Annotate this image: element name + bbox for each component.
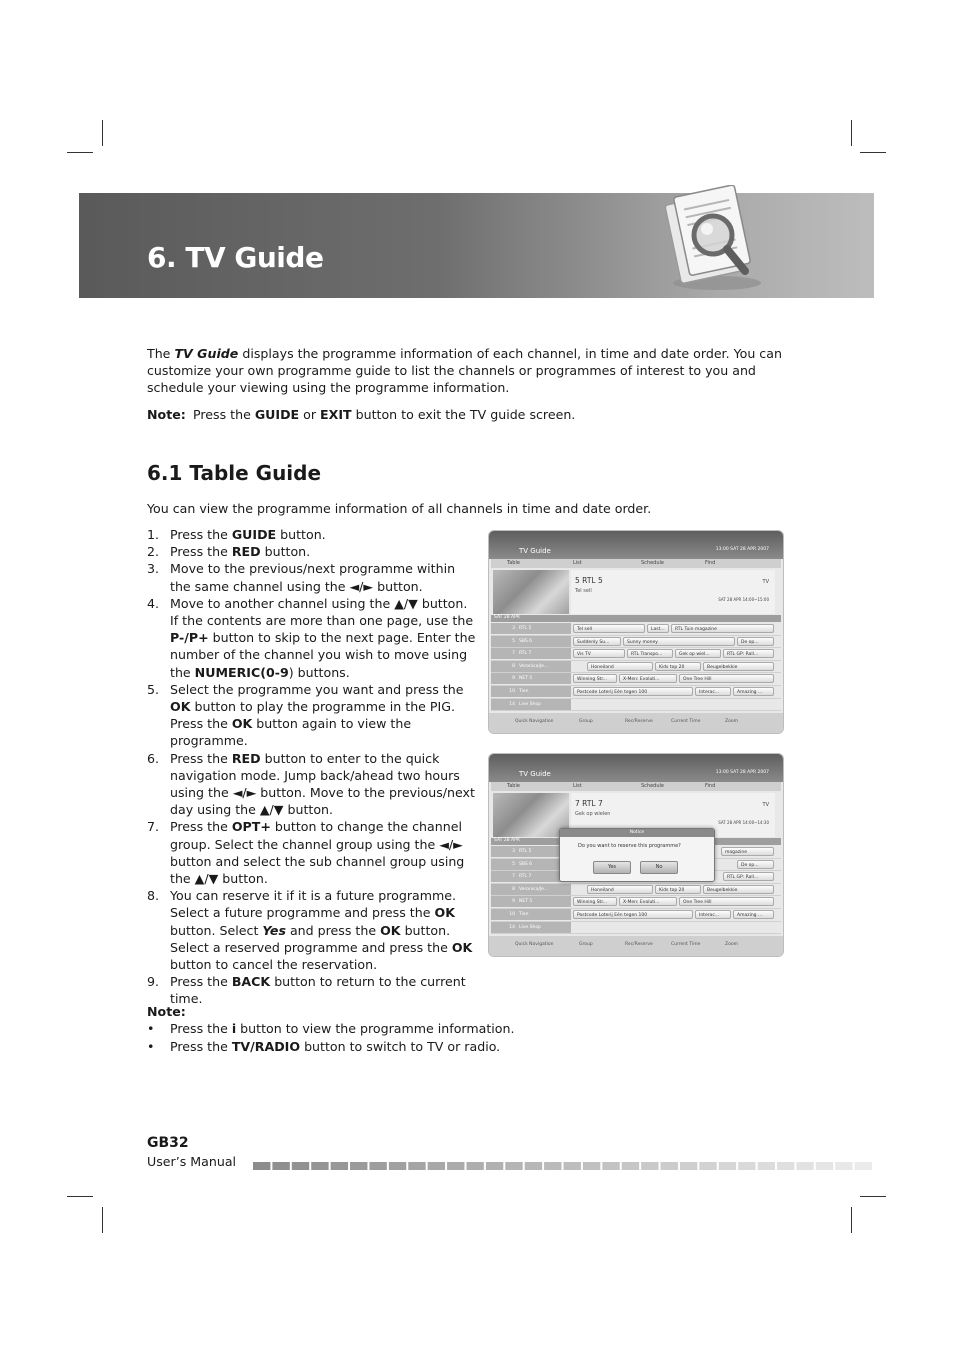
channel-title: Live Shop <box>519 701 541 707</box>
crop-mark <box>860 152 886 153</box>
step-text: and press the <box>285 922 381 938</box>
programme-cell: RTL Tuin magazine <box>671 624 774 633</box>
programme-cell: RTL Transpo... <box>627 649 673 658</box>
bar-segment <box>602 1162 619 1170</box>
key-label: RED <box>231 750 261 766</box>
crop-mark <box>67 152 93 153</box>
step-text: button to skip to the next page. Enter the number of the channel you wish to move using the <box>170 630 476 680</box>
step-text: Select the programme you want and press the <box>170 681 464 697</box>
bar-segment <box>486 1162 503 1170</box>
channel-title: Live Shop <box>519 924 541 930</box>
dialog-title: Notice <box>560 829 714 837</box>
channel-label <box>491 623 571 634</box>
channel-name: 5 RTL 5 <box>575 576 603 585</box>
bar-segment <box>253 1162 270 1170</box>
tv-badge: TV <box>762 802 769 808</box>
tv-guide-reserve-screenshot <box>488 753 784 957</box>
screen-tabs <box>491 782 781 791</box>
screen-clock: 13:00 SAT 28 APR 2007 <box>715 770 769 775</box>
screen-tab: Table <box>507 560 520 566</box>
programme-cell: Winning Str... <box>573 897 617 906</box>
note-title: Note: <box>147 1004 186 1019</box>
programme-cell: Amazing ... <box>733 687 774 696</box>
step-text: You can reserve it if it is a future programme. Select a future programme and press the <box>170 888 457 921</box>
channel-title: Veronica/Je... <box>519 886 549 892</box>
screen-tab: List <box>573 560 582 566</box>
note-item <box>147 1020 567 1038</box>
dialog-no-button: No <box>640 861 678 874</box>
bar-segment <box>544 1162 561 1170</box>
screen-header <box>489 754 783 782</box>
bar-segment <box>311 1162 328 1170</box>
bar-segment <box>447 1162 464 1170</box>
channel-label <box>491 884 571 895</box>
programme-cell: Interac... <box>695 687 731 696</box>
step-text: Move to another channel using the ▲/▼ button. If the contents are more than one page, use the <box>170 595 474 629</box>
help-item: Group <box>579 942 593 947</box>
programme-name: Tel sell <box>575 588 592 594</box>
channel-title: Tien <box>519 911 529 917</box>
channel-number: 5 <box>512 638 515 644</box>
crop-mark <box>851 1207 852 1233</box>
step-item <box>147 887 477 973</box>
bar-segment <box>738 1162 755 1170</box>
key-label: OK <box>231 716 253 732</box>
channel-row <box>491 699 781 712</box>
key-label: TV/RADIO <box>231 1039 301 1054</box>
channel-number: 9 <box>512 899 515 905</box>
step-text: button to return to the current time. <box>170 974 466 1007</box>
channel-number: 14 <box>509 701 515 707</box>
help-item: Group <box>579 719 593 724</box>
channel-title: RTL 7 <box>519 651 532 657</box>
note-item <box>147 1038 567 1056</box>
step-number: 6. <box>147 750 160 766</box>
channel-number: 9 <box>512 676 515 682</box>
step-number: 8. <box>147 888 160 904</box>
programme-cell: Vis TV <box>573 649 625 658</box>
channel-row <box>491 909 781 922</box>
channel-row <box>491 623 781 636</box>
channel-row <box>491 673 781 686</box>
key-label: P-/P+ <box>170 630 209 646</box>
step-item <box>147 526 477 543</box>
programme-name: Gek op wielen <box>575 811 611 817</box>
channel-label <box>491 648 571 659</box>
programme-cell: Gek op wiel... <box>675 649 721 658</box>
help-item: Rec/Reserve <box>625 719 653 724</box>
channel-row <box>491 648 781 661</box>
channel-row <box>491 636 781 649</box>
channel-title: NET 5 <box>519 676 533 682</box>
step-text: Press the <box>170 750 232 766</box>
channel-row <box>491 661 781 674</box>
bar-segment <box>816 1162 833 1170</box>
programme-cells <box>573 687 779 696</box>
programme-cells <box>573 910 779 919</box>
channel-number: 7 <box>512 874 515 880</box>
channel-label <box>491 673 571 684</box>
bar-segment <box>505 1162 522 1170</box>
help-item: Current Time <box>671 942 701 947</box>
programme-cell: Tel sell <box>573 624 645 633</box>
channel-label <box>491 896 571 907</box>
reserve-dialog <box>559 828 715 882</box>
programme-cell: Suddenly Su... <box>573 637 621 646</box>
bar-segment <box>661 1162 678 1170</box>
programme-cell: Beugelbekkie <box>703 662 774 671</box>
step-number: 7. <box>147 819 160 835</box>
channel-label <box>491 699 571 710</box>
key-label: OK <box>170 699 191 715</box>
manual-label: User’s Manual <box>147 1154 237 1169</box>
programme-cell: Last... <box>647 624 669 633</box>
exit-key: EXIT <box>320 407 352 422</box>
chapter-banner <box>79 193 874 298</box>
bar-segment <box>369 1162 386 1170</box>
programme-cell: Kids top 20 <box>655 662 701 671</box>
bar-segment <box>719 1162 736 1170</box>
section-lead: You can view the programme information of all channels in time and date order. <box>147 501 652 516</box>
step-text: ) buttons. <box>288 664 350 680</box>
time-bar <box>491 615 781 622</box>
channel-title: Veronica/Je... <box>519 663 549 669</box>
step-text: button. Select <box>170 922 263 938</box>
help-item: Quick Navigation <box>515 942 554 947</box>
programme-cell: One Tree Hill <box>679 897 774 906</box>
programme-cell: Honeiland <box>587 662 653 671</box>
crop-mark <box>67 1196 93 1197</box>
bar-segment <box>428 1162 445 1170</box>
step-item <box>147 750 477 819</box>
step-text: button to play the programme in the PIG. Press the <box>170 699 455 732</box>
help-item: Rec/Reserve <box>625 942 653 947</box>
step-text: button. <box>276 527 326 542</box>
programme-cell: Kids top 20 <box>655 885 701 894</box>
intro-text: The <box>147 346 175 361</box>
programme-cell: Postcode Loterij Eén tegen 100 <box>573 910 693 919</box>
note-text: button to exit the TV guide screen. <box>351 407 576 422</box>
programme-cells <box>573 674 779 683</box>
step-number: 4. <box>147 595 160 611</box>
step-number: 5. <box>147 681 160 697</box>
day-label: SAT 28 APR <box>494 838 520 843</box>
screen-tab: Schedule <box>641 783 664 789</box>
key-label: OK <box>380 922 401 938</box>
key-label: BACK <box>231 974 271 990</box>
programme-cell: Amazing ... <box>733 910 774 919</box>
bar-segment <box>622 1162 639 1170</box>
notes-list <box>147 1020 567 1056</box>
programme-date: SAT 28 APR 14:00~15:00 <box>718 597 769 602</box>
intro-term: TV Guide <box>174 346 239 361</box>
screen-tab: Find <box>705 560 716 566</box>
chapter-title: 6. TV Guide <box>147 241 324 274</box>
step-text: button. Select a reserved programme and press the <box>170 922 452 955</box>
exit-note <box>147 406 787 423</box>
step-text: button to change the channel group. Select the channel group using the ◄/► button and select the sub channel group using the ▲/▼ button. <box>170 819 465 887</box>
channel-number: 8 <box>512 886 515 892</box>
programme-cells <box>573 637 779 646</box>
magnifier-document-icon <box>649 185 769 297</box>
bar-segment <box>408 1162 425 1170</box>
channel-number: 7 <box>512 651 515 657</box>
channel-title: RTL 5 <box>519 849 532 854</box>
programme-cells <box>573 624 779 633</box>
programme-cells <box>573 649 779 658</box>
bar-segment <box>350 1162 367 1170</box>
programme-cell: Beugelbekkie <box>703 885 774 894</box>
step-item <box>147 560 477 594</box>
bar-segment <box>855 1162 872 1170</box>
programme-cell: Honeiland <box>587 885 653 894</box>
note-text: Press the <box>193 407 255 422</box>
bar-segment <box>583 1162 600 1170</box>
screen-clock: 13:00 SAT 28 APR 2007 <box>715 547 769 552</box>
section-title: 6.1 Table Guide <box>147 461 322 485</box>
bar-segment <box>796 1162 813 1170</box>
programme-cells <box>573 700 779 709</box>
channel-title: Tien <box>519 688 529 694</box>
programme-cell: RTL GP: Rall... <box>723 649 774 658</box>
channel-label <box>491 922 571 933</box>
note-label: Note: <box>147 407 186 422</box>
step-text: Press the <box>170 1039 232 1054</box>
intro-paragraph <box>147 345 787 397</box>
step-item <box>147 681 477 750</box>
programme-cells <box>573 923 779 932</box>
channel-row <box>491 922 781 935</box>
option-text: Yes <box>262 922 286 938</box>
programme-cell: Winning Str... <box>573 674 617 683</box>
bar-segment <box>758 1162 775 1170</box>
pig-preview <box>493 793 569 837</box>
programme-cell: One Tree Hill <box>679 674 774 683</box>
channel-title: SBS 6 <box>519 638 533 644</box>
channel-number: 5 <box>512 861 515 867</box>
channel-label <box>491 636 571 647</box>
step-number: 2. <box>147 544 160 560</box>
screen-tab: Schedule <box>641 560 664 566</box>
step-text: Press the <box>170 544 232 560</box>
help-item: Quick Navigation <box>515 719 554 724</box>
day-label: SAT 28 APR <box>494 615 520 620</box>
step-text: button again to view the programme. <box>170 716 412 749</box>
programme-cell: Postcode Loterij Eén tegen 100 <box>573 687 693 696</box>
bar-segment <box>331 1162 348 1170</box>
step-text: button. <box>260 544 311 560</box>
channel-number: 3 <box>512 626 515 631</box>
bullet: • <box>147 1021 155 1036</box>
key-label: i <box>231 1021 237 1036</box>
programme-date: SAT 28 APR 14:00~14:30 <box>718 820 769 825</box>
step-text: button to switch to TV or radio. <box>300 1039 501 1054</box>
step-text: Press the <box>170 974 232 990</box>
screen-tab: Find <box>705 783 716 789</box>
crop-mark <box>102 1207 103 1233</box>
programme-cell: RTL GP: Rall... <box>723 872 774 881</box>
screen-help-bar <box>489 936 783 956</box>
channel-number: 8 <box>512 663 515 669</box>
crop-mark <box>102 120 103 146</box>
channel-row <box>491 686 781 699</box>
key-label: NUMERIC(0-9 <box>194 664 289 680</box>
dialog-message: Do you want to reserve this programme? <box>578 843 681 849</box>
programme-cell: De op... <box>737 637 774 646</box>
bar-segment <box>466 1162 483 1170</box>
pig-preview <box>493 570 569 614</box>
screen-title: TV Guide <box>519 770 551 778</box>
channel-row <box>491 884 781 897</box>
key-label: RED <box>231 544 261 560</box>
programme-cell: magazine <box>721 847 774 856</box>
programme-cell: Interac... <box>695 910 731 919</box>
bar-segment <box>389 1162 406 1170</box>
bar-segment <box>777 1162 794 1170</box>
channel-title: RTL 7 <box>519 874 532 880</box>
screen-help-bar <box>489 713 783 733</box>
step-text: Press the <box>170 527 232 542</box>
bar-segment <box>292 1162 309 1170</box>
channel-title: RTL 5 <box>519 626 532 631</box>
bar-segment <box>835 1162 852 1170</box>
bar-segment <box>680 1162 697 1170</box>
intro-text: displays the programme information of each channel, in time and date order. You can customize your own programme guide to list the channels or programmes of interest to you and schedule your viewing using the programme information. <box>147 346 782 396</box>
help-item: Zoom <box>725 942 738 947</box>
channel-row <box>491 896 781 909</box>
channel-label <box>491 909 571 920</box>
channel-number: 3 <box>512 849 515 854</box>
bar-segment <box>641 1162 658 1170</box>
screen-tab: Table <box>507 783 520 789</box>
step-number: 1. <box>147 527 160 542</box>
programme-cell: X-Men: Evoluti... <box>619 897 677 906</box>
channel-number: 10 <box>509 688 515 694</box>
step-item <box>147 818 477 887</box>
programme-cells <box>573 885 779 894</box>
channel-title: SBS 6 <box>519 861 533 867</box>
channel-number: 14 <box>509 924 515 930</box>
footer-gradient-bar <box>253 1162 874 1170</box>
programme-cells <box>573 662 779 671</box>
bar-segment <box>525 1162 542 1170</box>
channel-rows <box>491 623 781 711</box>
key-label: OK <box>434 905 455 921</box>
step-text: button to view the programme information. <box>236 1021 515 1036</box>
step-text: Press the <box>170 819 232 835</box>
channel-label <box>491 686 571 697</box>
step-number: 9. <box>147 974 160 990</box>
bar-segment <box>699 1162 716 1170</box>
channel-number: 10 <box>509 911 515 917</box>
note-text: or <box>299 407 321 422</box>
step-item <box>147 973 477 1007</box>
crop-mark <box>860 1196 886 1197</box>
dialog-yes-button: Yes <box>593 861 631 874</box>
crop-mark <box>851 120 852 146</box>
step-text: Press the <box>170 1021 232 1036</box>
screen-tabs <box>491 559 781 568</box>
channel-label <box>491 661 571 672</box>
help-item: Zoom <box>725 719 738 724</box>
bullet: • <box>147 1039 155 1054</box>
bar-segment <box>564 1162 581 1170</box>
screen-title: TV Guide <box>519 547 551 555</box>
programme-cells <box>573 897 779 906</box>
steps-list <box>147 526 477 1008</box>
programme-cell: Sunny money <box>623 637 735 646</box>
page-number: GB32 <box>147 1135 189 1151</box>
programme-cell: De op... <box>737 860 774 869</box>
step-item <box>147 595 477 681</box>
tv-guide-screenshot <box>488 530 784 734</box>
step-number: 3. <box>147 561 160 577</box>
key-label: OPT+ <box>231 819 271 835</box>
key-label: GUIDE <box>231 527 277 542</box>
screen-header <box>489 531 783 559</box>
bar-segment <box>272 1162 289 1170</box>
step-text: button to enter to the quick navigation mode. Jump back/ahead two hours using the ◄/► button. Move to the previous/next day using the ▲/▼ button. <box>170 750 475 818</box>
guide-key: GUIDE <box>254 407 300 422</box>
step-item <box>147 543 477 560</box>
help-item: Current Time <box>671 719 701 724</box>
channel-title: NET 5 <box>519 899 533 905</box>
tv-badge: TV <box>762 579 769 585</box>
channel-name: 7 RTL 7 <box>575 799 603 808</box>
step-text: Move to the previous/next programme within the same channel using the ◄/► button. <box>170 561 456 594</box>
programme-cell: X-Men: Evoluti... <box>619 674 677 683</box>
key-label: OK <box>451 939 473 955</box>
option-label <box>262 923 286 938</box>
step-text: button to cancel the reservation. <box>170 957 378 973</box>
screen-tab: List <box>573 783 582 789</box>
